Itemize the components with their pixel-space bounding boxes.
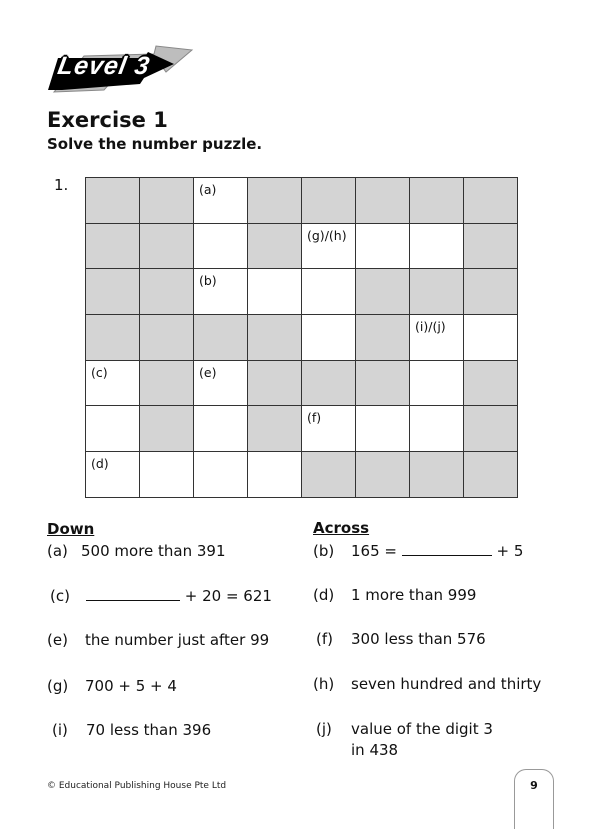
clue-text: 300 less than 576 xyxy=(351,630,486,648)
across-clue-b xyxy=(313,541,523,562)
shaded-cell xyxy=(464,178,518,224)
clue-letter: (a) xyxy=(47,542,68,560)
page-number: 9 xyxy=(530,779,538,792)
shaded-cell xyxy=(140,361,194,407)
clue-letter: (f) xyxy=(316,630,333,648)
across-heading: Across xyxy=(313,519,370,537)
answer-cell[interactable] xyxy=(194,452,248,498)
exercise-instruction: Solve the number puzzle. xyxy=(47,135,263,153)
clue-text: seven hundred and thirty xyxy=(351,675,542,693)
across-clue-f xyxy=(313,629,486,650)
answer-cell[interactable] xyxy=(248,452,302,498)
answer-cell[interactable] xyxy=(194,361,248,407)
answer-cell[interactable] xyxy=(302,224,356,270)
shaded-cell xyxy=(356,178,410,224)
shaded-cell xyxy=(248,361,302,407)
clue-letter: (c) xyxy=(50,587,70,605)
clue-letter: (h) xyxy=(313,675,335,693)
shaded-cell xyxy=(410,269,464,315)
shaded-cell xyxy=(248,406,302,452)
clue-letter: (j) xyxy=(316,720,332,738)
clue-text: value of the digit 3 xyxy=(351,720,493,738)
shaded-cell xyxy=(140,269,194,315)
shaded-cell xyxy=(464,406,518,452)
clue-text: 1 more than 999 xyxy=(351,586,477,604)
clue-text: the number just after 99 xyxy=(85,631,270,649)
answer-cell[interactable] xyxy=(248,269,302,315)
down-clue-g xyxy=(47,676,177,697)
shaded-cell xyxy=(302,178,356,224)
cell-label: (a) xyxy=(199,182,217,197)
answer-cell[interactable] xyxy=(302,406,356,452)
shaded-cell xyxy=(140,178,194,224)
answer-cell[interactable] xyxy=(410,224,464,270)
exercise-title: Exercise 1 xyxy=(47,108,168,132)
clue-text: 165 = xyxy=(351,542,397,560)
answer-cell[interactable] xyxy=(140,452,194,498)
cell-label: (g)/(h) xyxy=(307,227,347,243)
answer-blank[interactable] xyxy=(402,554,492,556)
across-clue-h xyxy=(313,674,541,695)
clue-text: 700 + 5 + 4 xyxy=(85,677,177,695)
across-clue-d xyxy=(313,585,476,606)
answer-cell[interactable] xyxy=(410,315,464,361)
shaded-cell xyxy=(86,269,140,315)
clue-letter: (g) xyxy=(47,677,69,695)
answer-cell[interactable] xyxy=(302,269,356,315)
shaded-cell xyxy=(464,224,518,270)
shaded-cell xyxy=(302,452,356,498)
shaded-cell xyxy=(86,224,140,270)
shaded-cell xyxy=(86,315,140,361)
answer-cell[interactable] xyxy=(194,178,248,224)
answer-cell[interactable] xyxy=(356,406,410,452)
cell-label: (f) xyxy=(307,410,322,426)
clue-text: 500 more than 391 xyxy=(81,542,226,560)
cell-label: (c) xyxy=(91,364,108,380)
answer-cell[interactable] xyxy=(464,315,518,361)
shaded-cell xyxy=(140,315,194,361)
clue-text: + 20 = 621 xyxy=(184,587,272,605)
answer-blank[interactable] xyxy=(86,599,180,601)
shaded-cell xyxy=(248,224,302,270)
clue-text: 70 less than 396 xyxy=(86,721,212,739)
shaded-cell xyxy=(248,178,302,224)
answer-cell[interactable] xyxy=(86,406,140,452)
down-clue-a xyxy=(47,541,226,562)
answer-cell[interactable] xyxy=(410,361,464,407)
shaded-cell xyxy=(464,361,518,407)
clue-text: + 5 xyxy=(496,542,524,560)
answer-cell[interactable] xyxy=(86,452,140,498)
answer-cell[interactable] xyxy=(356,224,410,270)
shaded-cell xyxy=(194,315,248,361)
answer-cell[interactable] xyxy=(194,269,248,315)
clue-letter: (e) xyxy=(47,631,68,649)
across-clue-j xyxy=(313,719,493,761)
shaded-cell xyxy=(464,269,518,315)
cell-label: (b) xyxy=(199,273,217,289)
clue-text-continued: in 438 xyxy=(351,741,399,759)
shaded-cell xyxy=(464,452,518,498)
clue-letter: (b) xyxy=(313,542,335,560)
cell-label: (e) xyxy=(199,364,217,380)
clue-letter: (i) xyxy=(52,721,68,739)
answer-cell[interactable] xyxy=(194,224,248,270)
copyright-footer: © Educational Publishing House Pte Ltd xyxy=(47,781,227,791)
shaded-cell xyxy=(410,178,464,224)
cell-label: (i)/(j) xyxy=(415,319,446,335)
shaded-cell xyxy=(356,315,410,361)
down-clue-e xyxy=(47,630,269,651)
cell-label: (d) xyxy=(91,456,109,472)
shaded-cell xyxy=(356,452,410,498)
shaded-cell xyxy=(356,269,410,315)
answer-cell[interactable] xyxy=(302,315,356,361)
shaded-cell xyxy=(248,315,302,361)
shaded-cell xyxy=(356,361,410,407)
down-heading: Down xyxy=(47,520,95,538)
shaded-cell xyxy=(302,361,356,407)
down-clue-c xyxy=(47,586,272,607)
shaded-cell xyxy=(140,406,194,452)
answer-cell[interactable] xyxy=(86,361,140,407)
shaded-cell xyxy=(140,224,194,270)
page-number-tab xyxy=(514,769,554,829)
shaded-cell xyxy=(410,452,464,498)
level-label: Level 3 xyxy=(55,52,153,80)
down-clue-i xyxy=(47,720,211,741)
answer-cell[interactable] xyxy=(410,406,464,452)
clue-letter: (d) xyxy=(313,586,335,604)
answer-cell[interactable] xyxy=(194,406,248,452)
question-number: 1. xyxy=(54,176,69,194)
number-puzzle-grid xyxy=(85,177,518,498)
shaded-cell xyxy=(86,178,140,224)
